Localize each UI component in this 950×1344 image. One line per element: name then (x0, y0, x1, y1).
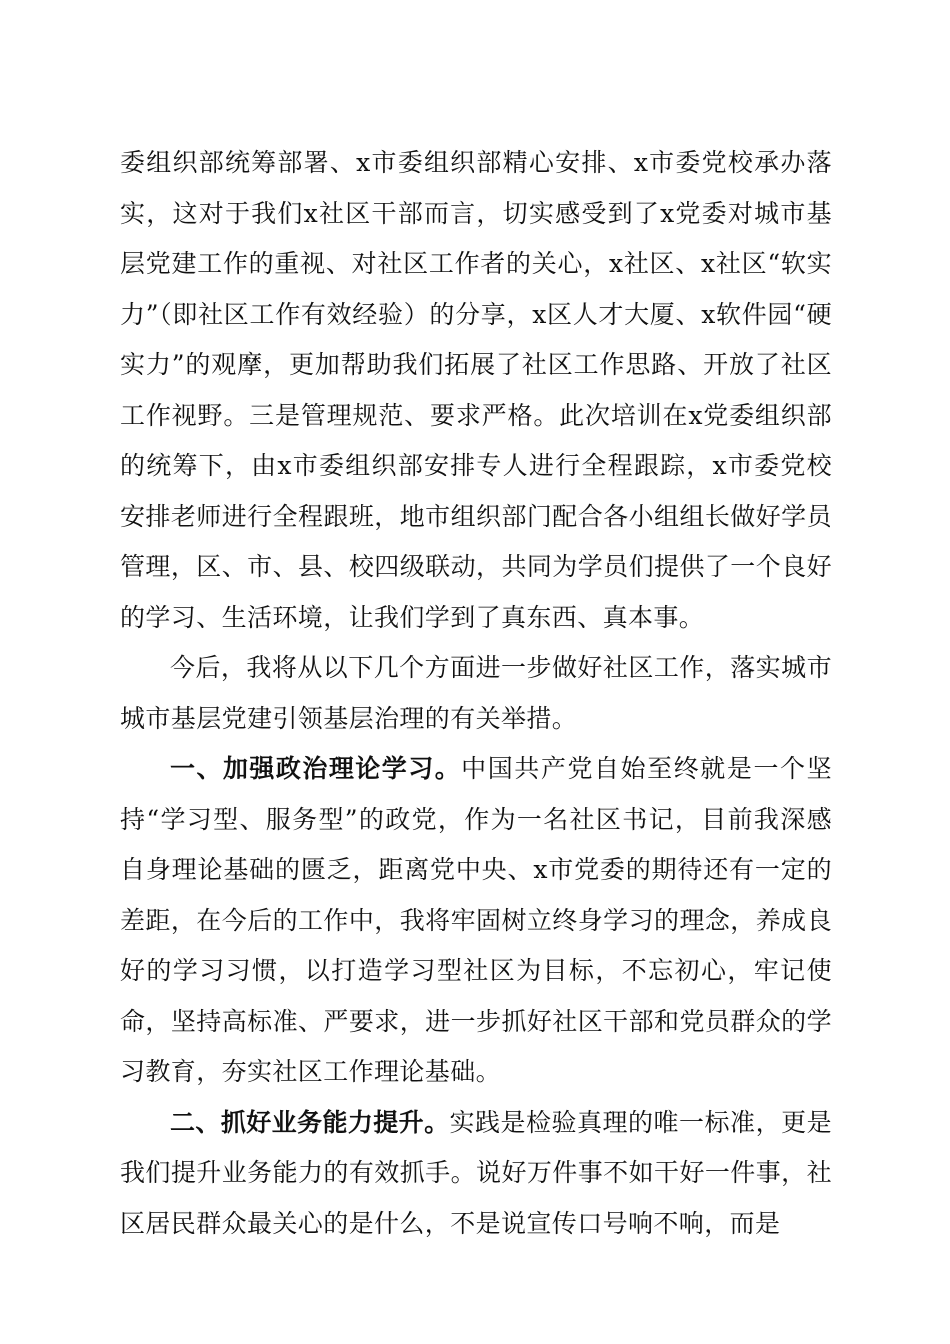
paragraph-text: 中国共产党自始至终就是一个坚持“学习型、服务型”的政党，作为一名社区书记，目前我深感自身理论基础的匮乏，距离党中央、x市党委的期待还有一定的差距，在今后的工作中，我将牢固树立终身学习的理念，养成良好的学习习惯，以打造学习型社区为目标，不忘初心，牢记使命，坚持高标准、严要求，进一步抓好社区干部和党员群众的学习教育，夯实社区工作理论基础。 (120, 754, 832, 1086)
paragraph-section-two (120, 1098, 832, 1250)
paragraph-continuation (120, 138, 832, 643)
document-body (120, 138, 832, 1249)
paragraph-text: 今后，我将从以下几个方面进一步做好社区工作，落实城市城市基层党建引领基层治理的有关举措。 (120, 653, 832, 733)
section-heading: 一、加强政治理论学习。 (170, 754, 462, 783)
paragraph-text: 委组织部统筹部署、x市委组织部精心安排、x市委党校承办落实，这对于我们x社区干部而言，切实感受到了x党委对城市基层党建工作的重视、对社区工作者的关心，x社区、x社区“软实力”（即社区工作有效经验）的分享，x区人才大厦、x软件园“硬实力”的观摩，更加帮助我们拓展了社区工作思路、开放了社区工作视野。三是管理规范、要求严格。此次培训在x党委组织部的统筹下，由x市委组织部安排专人进行全程跟踪，x市委党校安排老师进行全程跟班，地市组织部门配合各小组组长做好学员管理，区、市、县、校四级联动，共同为学员们提供了一个良好的学习、生活环境，让我们学到了真东西、真本事。 (120, 148, 832, 632)
paragraph-outlook (120, 643, 832, 744)
section-heading: 二、抓好业务能力提升。 (170, 1107, 450, 1137)
paragraph-text: 实践是检验真理的唯一标准，更是我们提升业务能力的有效抓手。说好万件事不如干好一件事，社区居民群众最关心的是什么，不是说宣传口号响不响，而是 (120, 1107, 832, 1238)
paragraph-section-one (120, 744, 832, 1098)
